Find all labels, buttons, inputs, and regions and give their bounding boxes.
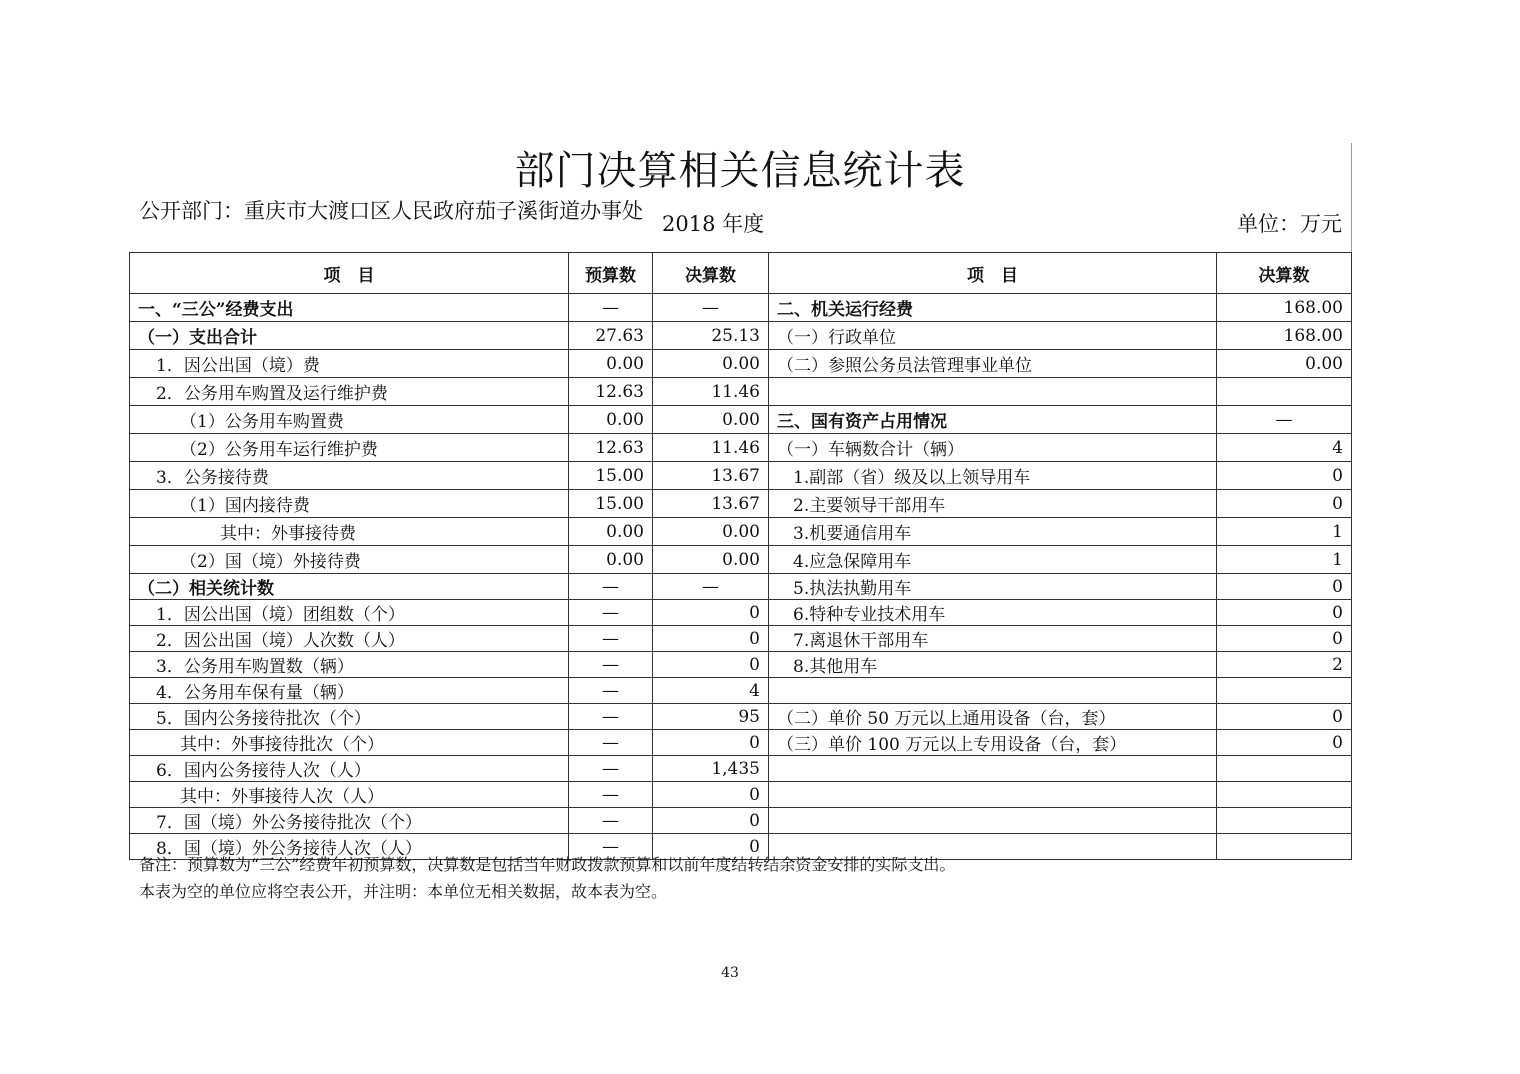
- table-row: [130, 462, 1352, 490]
- right-final-value: 4: [1217, 434, 1352, 462]
- budget-value: —: [569, 626, 653, 652]
- right-row-label: （二）参照公务员法管理事业单位: [769, 350, 1217, 378]
- row-label: 3．公务用车购置数（辆）: [130, 652, 569, 678]
- right-final-value: [1217, 834, 1352, 860]
- right-row-label: （一）行政单位: [769, 322, 1217, 350]
- right-final-value: [1217, 782, 1352, 808]
- right-final-value: 0: [1217, 600, 1352, 626]
- final-value: 13.67: [653, 490, 769, 518]
- final-value: 13.67: [653, 462, 769, 490]
- budget-value: —: [569, 600, 653, 626]
- right-final-value: 0: [1217, 626, 1352, 652]
- final-value: —: [653, 294, 769, 322]
- right-row-label: 5.执法执勤用车: [769, 574, 1217, 600]
- table-row: [130, 600, 1352, 626]
- right-row-label: （二）单价 50 万元以上通用设备（台，套）: [769, 704, 1217, 730]
- table-row: [130, 678, 1352, 704]
- table-row: [130, 730, 1352, 756]
- row-label: （二）相关统计数: [130, 574, 569, 600]
- row-label: 其中：外事接待费: [130, 518, 569, 546]
- row-label: 1．因公出国（境）团组数（个）: [130, 600, 569, 626]
- budget-value: —: [569, 756, 653, 782]
- table-row: [130, 704, 1352, 730]
- table-row: [130, 434, 1352, 462]
- table-header-row: [130, 253, 1352, 294]
- right-row-label: 3.机要通信用车: [769, 518, 1217, 546]
- right-row-label: 4.应急保障用车: [769, 546, 1217, 574]
- final-value: 95: [653, 704, 769, 730]
- budget-value: 12.63: [569, 434, 653, 462]
- table-row: [130, 652, 1352, 678]
- table-row: [130, 626, 1352, 652]
- row-label: 6．国内公务接待人次（人）: [130, 756, 569, 782]
- right-final-value: 168.00: [1217, 322, 1352, 350]
- col-header-item-right: 项 目: [769, 253, 1217, 294]
- right-row-label: （三）单价 100 万元以上专用设备（台，套）: [769, 730, 1217, 756]
- right-row-label: 三、国有资产占用情况: [769, 406, 1217, 434]
- budget-value: —: [569, 808, 653, 834]
- row-label: （2）国（境）外接待费: [130, 546, 569, 574]
- right-row-label: 7.离退休干部用车: [769, 626, 1217, 652]
- right-row-label: 8.其他用车: [769, 652, 1217, 678]
- row-label: 其中：外事接待人次（人）: [130, 782, 569, 808]
- table-row: [130, 406, 1352, 434]
- budget-value: 27.63: [569, 322, 653, 350]
- final-value: 0: [653, 782, 769, 808]
- final-value: 11.46: [653, 434, 769, 462]
- col-header-final-left: 决算数: [653, 253, 769, 294]
- right-final-value: 1: [1217, 546, 1352, 574]
- right-row-label: [769, 378, 1217, 406]
- budget-value: 0.00: [569, 518, 653, 546]
- table-row: [130, 808, 1352, 834]
- col-header-final-right: 决算数: [1217, 253, 1352, 294]
- right-final-value: 2: [1217, 652, 1352, 678]
- budget-value: 0.00: [569, 546, 653, 574]
- row-label: 2．因公出国（境）人次数（人）: [130, 626, 569, 652]
- row-label: 3．公务接待费: [130, 462, 569, 490]
- table-row: [130, 574, 1352, 600]
- row-label: 其中：外事接待批次（个）: [130, 730, 569, 756]
- final-value: 0: [653, 730, 769, 756]
- department-label: 公开部门：重庆市大渡口区人民政府茄子溪街道办事处: [139, 199, 643, 223]
- budget-value: 0.00: [569, 350, 653, 378]
- budget-value: 15.00: [569, 490, 653, 518]
- row-label: 8．国（境）外公务接待人次（人）: [130, 834, 569, 860]
- table-row: [130, 756, 1352, 782]
- right-final-value: [1217, 808, 1352, 834]
- col-header-item-left: 项 目: [130, 253, 569, 294]
- final-value: 1,435: [653, 756, 769, 782]
- right-row-label: [769, 678, 1217, 704]
- final-value: 25.13: [653, 322, 769, 350]
- right-final-value: —: [1217, 406, 1352, 434]
- row-label: 7．国（境）外公务接待批次（个）: [130, 808, 569, 834]
- row-label: （1）公务用车购置费: [130, 406, 569, 434]
- budget-value: —: [569, 294, 653, 322]
- final-value: 0.00: [653, 518, 769, 546]
- budget-value: —: [569, 834, 653, 860]
- right-final-value: 0: [1217, 574, 1352, 600]
- row-label: 一、“三公”经费支出: [130, 294, 569, 322]
- row-label: 4．公务用车保有量（辆）: [130, 678, 569, 704]
- unit-label: 单位：万元: [1237, 212, 1342, 236]
- footnote-remark: 备注：预算数为“三公”经费年初预算数，决算数是包括当年财政拨款预算和以前年度结转结余资金安排的实际支出。: [139, 855, 956, 874]
- right-final-value: [1217, 378, 1352, 406]
- right-final-value: 168.00: [1217, 294, 1352, 322]
- table-row: [130, 294, 1352, 322]
- final-value: —: [653, 574, 769, 600]
- right-row-label: [769, 808, 1217, 834]
- budget-value: 0.00: [569, 406, 653, 434]
- right-final-value: 0.00: [1217, 350, 1352, 378]
- year-label: 2018 年度: [662, 212, 765, 236]
- col-header-budget: 预算数: [569, 253, 653, 294]
- page-title: 部门决算相关信息统计表: [514, 148, 966, 194]
- right-row-label: （一）车辆数合计（辆）: [769, 434, 1217, 462]
- table-row: [130, 378, 1352, 406]
- budget-value: —: [569, 574, 653, 600]
- table-row: [130, 350, 1352, 378]
- final-value: 0: [653, 626, 769, 652]
- right-row-label: 2.主要领导干部用车: [769, 490, 1217, 518]
- right-row-label: [769, 782, 1217, 808]
- right-final-value: 0: [1217, 704, 1352, 730]
- right-final-value: 0: [1217, 490, 1352, 518]
- row-label: （1）国内接待费: [130, 490, 569, 518]
- right-final-value: 0: [1217, 730, 1352, 756]
- final-value: 0.00: [653, 406, 769, 434]
- page-number: 43: [721, 965, 739, 981]
- footnote-empty-table: 本表为空的单位应将空表公开，并注明：本单位无相关数据，故本表为空。: [139, 882, 668, 901]
- final-value: 0.00: [653, 350, 769, 378]
- final-value: 0.00: [653, 546, 769, 574]
- budget-value: —: [569, 652, 653, 678]
- budget-value: —: [569, 782, 653, 808]
- final-value: 0: [653, 652, 769, 678]
- right-final-value: 1: [1217, 518, 1352, 546]
- right-row-label: 6.特种专业技术用车: [769, 600, 1217, 626]
- table-row: [130, 490, 1352, 518]
- row-label: 1．因公出国（境）费: [130, 350, 569, 378]
- table-row: [130, 322, 1352, 350]
- budget-value: —: [569, 730, 653, 756]
- budget-value: 15.00: [569, 462, 653, 490]
- final-value: 0: [653, 808, 769, 834]
- row-label: 2．公务用车购置及运行维护费: [130, 378, 569, 406]
- statistics-table: [129, 252, 1352, 860]
- final-value: 0: [653, 834, 769, 860]
- right-final-value: 0: [1217, 462, 1352, 490]
- row-label: 5．国内公务接待批次（个）: [130, 704, 569, 730]
- final-value: 0: [653, 600, 769, 626]
- table-row: [130, 782, 1352, 808]
- right-row-label: 1.副部（省）级及以上领导用车: [769, 462, 1217, 490]
- table-row: [130, 546, 1352, 574]
- budget-value: 12.63: [569, 378, 653, 406]
- final-value: 11.46: [653, 378, 769, 406]
- right-final-value: [1217, 756, 1352, 782]
- final-value: 4: [653, 678, 769, 704]
- table-row: [130, 518, 1352, 546]
- budget-value: —: [569, 678, 653, 704]
- right-row-label: 二、机关运行经费: [769, 294, 1217, 322]
- right-final-value: [1217, 678, 1352, 704]
- right-row-label: [769, 756, 1217, 782]
- budget-value: —: [569, 704, 653, 730]
- row-label: （2）公务用车运行维护费: [130, 434, 569, 462]
- row-label: （一）支出合计: [130, 322, 569, 350]
